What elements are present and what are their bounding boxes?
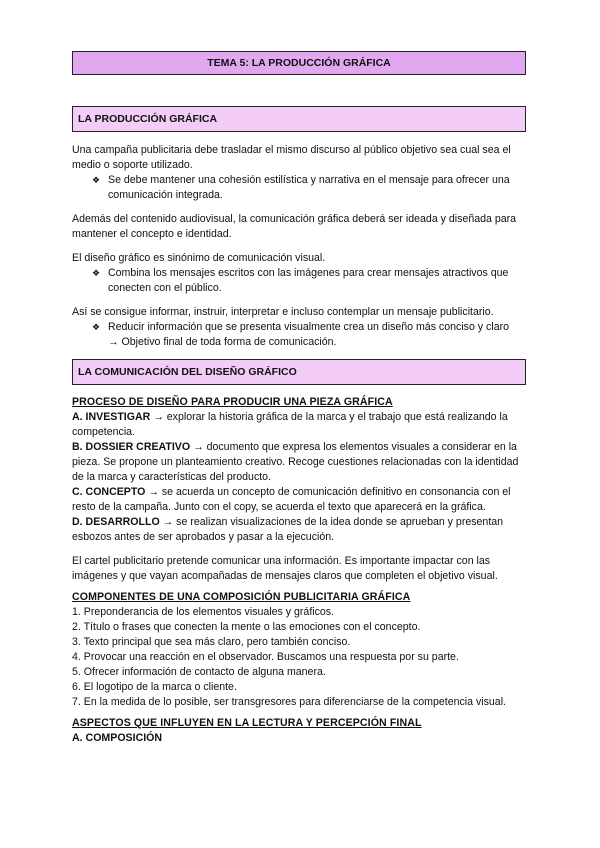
bullet-text: Se debe mantener una cohesión estilística y narrativa en el mensaje para ofrecer una comunicación integrada. bbox=[108, 174, 510, 201]
section-produccion-body bbox=[72, 143, 532, 350]
list-item: 3. Texto principal que sea más claro, pero también conciso. bbox=[72, 636, 351, 648]
step-label: C. CONCEPTO bbox=[72, 486, 146, 498]
list-item: 6. El logotipo de la marca o cliente. bbox=[72, 681, 237, 693]
subheading-componentes: COMPONENTES DE UNA COMPOSICIÓN PUBLICITARIA GRÁFICA bbox=[72, 591, 411, 603]
process-step bbox=[72, 410, 532, 440]
paragraph: Así se consigue informar, instruir, interpretar e incluso contemplar un mensaje publicitario. bbox=[72, 306, 494, 318]
step-text: → se acuerda un concepto de comunicación definitivo en consonancia con el resto de la campaña. Junto con el copy, se acuerda el texto que aparecerá en la gráfica. bbox=[72, 486, 511, 513]
bullet-text: Combina los mensajes escritos con las imágenes para crear mensajes atractivos que conecten con el público. bbox=[108, 267, 509, 294]
subheading-proceso: PROCESO DE DISEÑO PARA PRODUCIR UNA PIEZA GRÁFICA bbox=[72, 396, 393, 408]
step-label: B. DOSSIER CREATIVO bbox=[72, 441, 191, 453]
bullet-item bbox=[72, 266, 532, 296]
process-step bbox=[72, 440, 532, 485]
paragraph-cartel: El cartel publicitario pretende comunicar una información. Es importante impactar con las imágenes y que vayan acompañadas de mensajes claros que completen el objetivo visual. bbox=[72, 555, 498, 582]
list-item: 2. Título o frases que conecten la mente o las emociones con el concepto. bbox=[72, 621, 421, 633]
list-item: 4. Provocar una reacción en el observador. Buscamos una respuesta por su parte. bbox=[72, 651, 459, 663]
subheading-composicion: A. COMPOSICIÓN bbox=[72, 732, 163, 744]
list-item: 5. Ofrecer información de contacto de alguna manera. bbox=[72, 666, 326, 678]
paragraph: Una campaña publicitaria debe trasladar el mismo discurso al público objetivo sea cual sea el medio o soporte utilizado. bbox=[72, 144, 511, 171]
section-comunicacion-body bbox=[72, 395, 532, 746]
step-label: A. INVESTIGAR bbox=[72, 411, 151, 423]
list-item: 7. En la medida de lo posible, ser transgresores para diferenciarse de la competencia visual. bbox=[72, 696, 506, 708]
bullet-item bbox=[72, 320, 532, 350]
diamond-bullet-icon: ❖ bbox=[92, 322, 101, 332]
document-title: TEMA 5: LA PRODUCCIÓN GRÁFICA bbox=[72, 51, 526, 75]
diamond-bullet-icon: ❖ bbox=[92, 268, 101, 278]
step-text: → documento que expresa los elementos visuales a considerar en la pieza. Se propone un planteamiento creativo. Recoge cuestiones relacionadas con la identidad de la marca y características del producto. bbox=[72, 441, 519, 483]
subheading-aspectos: ASPECTOS QUE INFLUYEN EN LA LECTURA Y PERCEPCIÓN FINAL bbox=[72, 717, 422, 729]
bullet-text: Reducir información que se presenta visualmente crea un diseño más conciso y claro → Objetivo final de toda forma de comunicación. bbox=[108, 321, 510, 348]
step-text: → explorar la historia gráfica de la marca y el trabajo que está realizando la competencia. bbox=[72, 411, 508, 438]
paragraph: Además del contenido audiovisual, la comunicación gráfica deberá ser ideada y diseñada para mantener el concepto e identidad. bbox=[72, 213, 517, 240]
process-step bbox=[72, 485, 532, 515]
paragraph: El diseño gráfico es sinónimo de comunicación visual. bbox=[72, 252, 326, 264]
step-text: → se realizan visualizaciones de la idea donde se aprueban y presentan esbozos antes de ser aprobados y pasar a la ejecución. bbox=[72, 516, 504, 543]
process-step bbox=[72, 515, 532, 545]
list-item: 1. Preponderancia de los elementos visuales y gráficos. bbox=[72, 606, 335, 618]
diamond-bullet-icon: ❖ bbox=[92, 175, 101, 185]
section-heading-produccion: LA PRODUCCIÓN GRÁFICA bbox=[72, 106, 526, 132]
bullet-item bbox=[72, 173, 532, 203]
step-label: D. DESARROLLO bbox=[72, 516, 160, 528]
section-heading-comunicacion: LA COMUNICACIÓN DEL DISEÑO GRÁFICO bbox=[72, 359, 526, 385]
